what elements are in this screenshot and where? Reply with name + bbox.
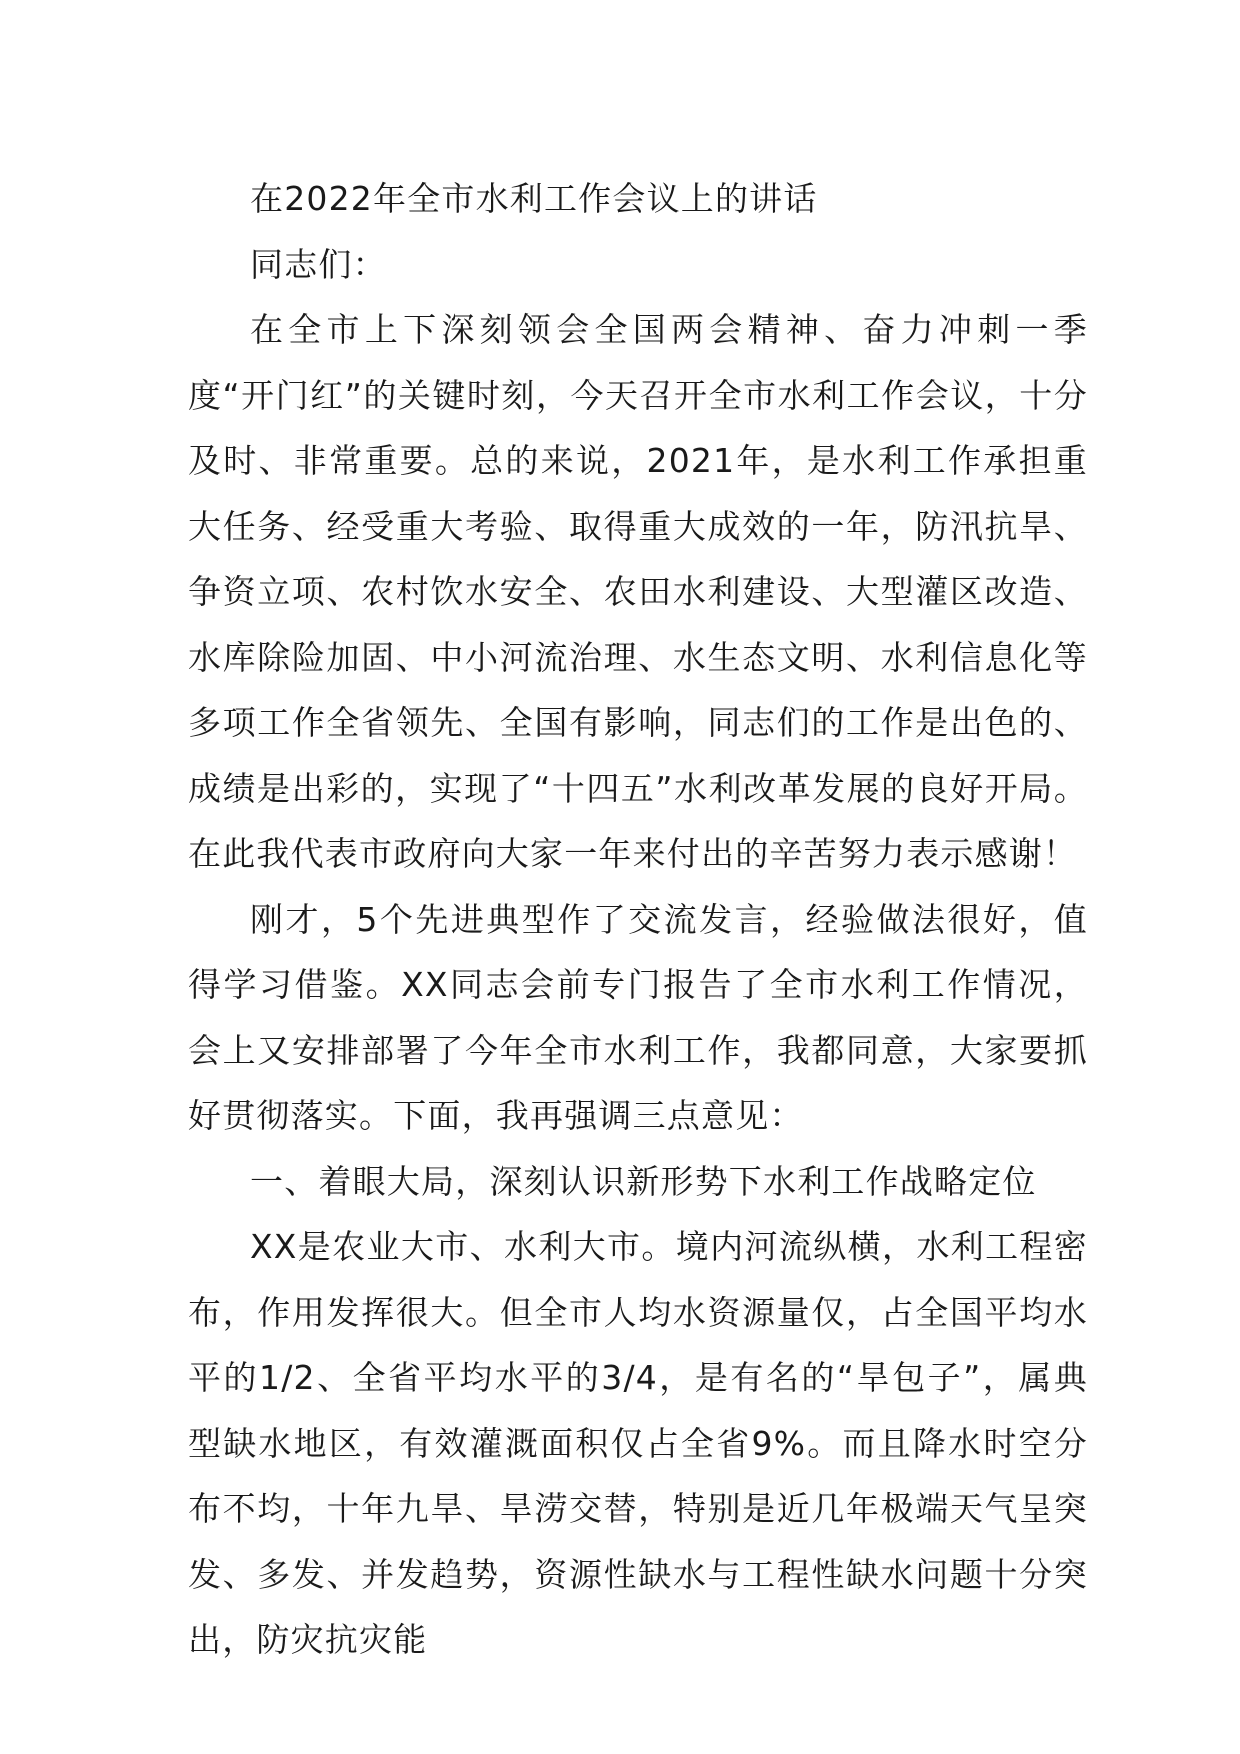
paragraph-section-1: XX是农业大市、水利大市。境内河流纵横，水利工程密布，作用发挥很大。但全市人均水资源量仅，占全国平均水平的1/2、全省平均水平的3/4，是有名的“旱包子”，属典型缺水地区，有效灌溉面积仅占全省9%。而且降水时空分布不均，十年九旱、旱涝交替，特别是近几年极端天气呈突发、多发、并发趋势，资源性缺水与工程性缺水问题十分突出，防灾抗灾能 (188, 1227, 1088, 1659)
paragraph-remarks: 刚才，5个先进典型作了交流发言，经验做法很好，值得学习借鉴。XX同志会前专门报告了全市水利工作情况，会上又安排部署了今年全市水利工作，我都同意，大家要抓好贯彻落实。下面，我再强调三点意见： (188, 899, 1088, 1135)
section-heading-1: 一、着眼大局，深刻认识新形势下水利工作战略定位 (250, 1161, 1037, 1201)
document-body (188, 166, 1088, 1673)
paragraph-opening: 在全市上下深刻领会全国两会精神、奋力冲刺一季度“开门红”的关键时刻，今天召开全市水利工作会议，十分及时、非常重要。总的来说，2021年，是水利工作承担重大任务、经受重大考验、取得重大成效的一年，防汛抗旱、争资立项、农村饮水安全、农田水利建设、大型灌区改造、水库除险加固、中小河流治理、水生态文明、水利信息化等多项工作全省领先、全国有影响，同志们的工作是出色的、成绩是出彩的，实现了“十四五”水利改革发展的良好开局。在此我代表市政府向大家一年来付出的辛苦努力表示感谢！ (188, 310, 1088, 873)
document-title: 在2022年全市水利工作会议上的讲话 (250, 179, 818, 218)
salutation: 同志们： (250, 244, 387, 284)
